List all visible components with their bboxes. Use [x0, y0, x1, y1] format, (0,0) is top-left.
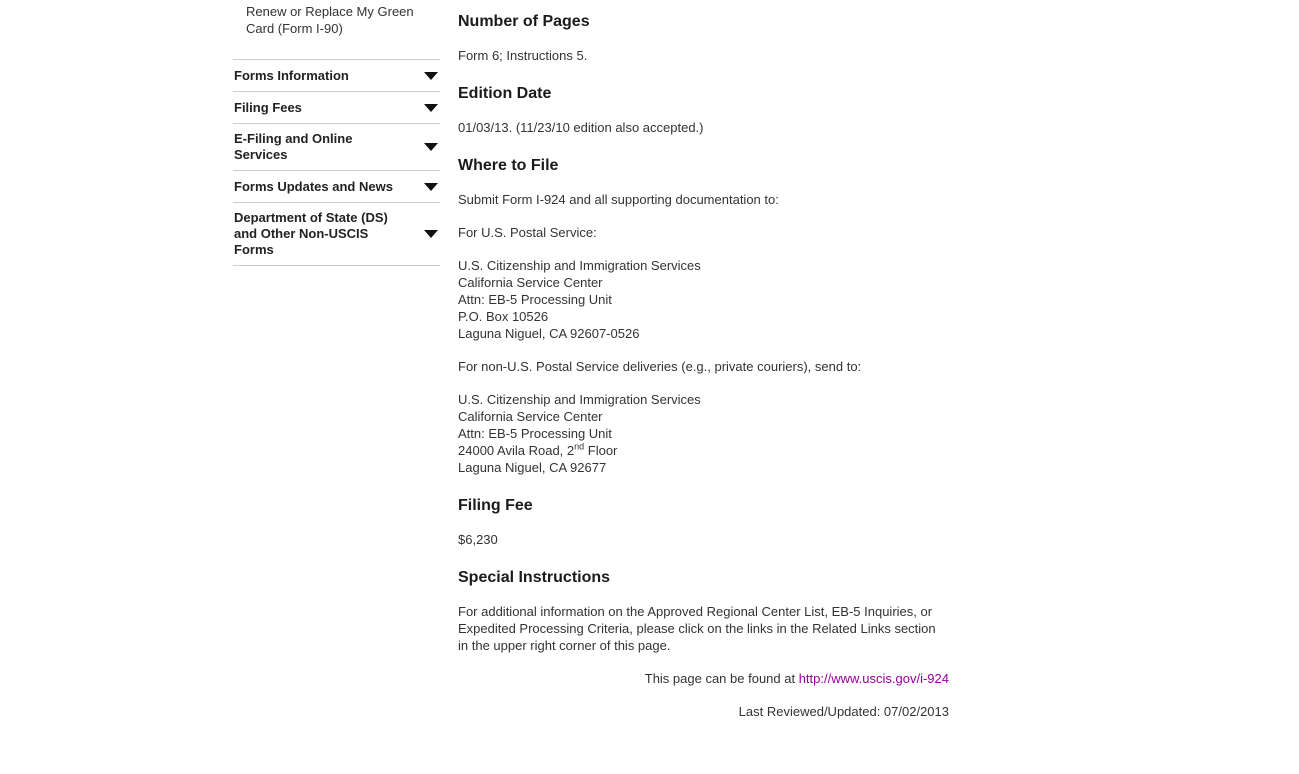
main-content	[458, 0, 949, 736]
accordion-label: E-Filing and Online Services	[234, 131, 353, 162]
section-heading-special-instructions: Special Instructions	[458, 569, 611, 586]
address-line: U.S. Citizenship and Immigration Services	[458, 258, 701, 273]
accordion-label: Forms Updates and News	[234, 178, 393, 194]
last-reviewed-text: Last Reviewed/Updated: 07/02/2013	[738, 704, 949, 719]
chevron-down-icon[interactable]	[424, 143, 438, 151]
address-line: California Service Center	[458, 275, 603, 290]
section-heading-filing-fee: Filing Fee	[458, 497, 533, 514]
usps-address-block	[458, 257, 949, 342]
sidebar-accordion-forms-information[interactable]	[233, 59, 440, 91]
section-heading-edition-date: Edition Date	[458, 85, 552, 102]
address-line: Laguna Niguel, CA 92677	[458, 460, 607, 475]
courier-address-block	[458, 391, 949, 476]
number-of-pages-text: Form 6; Instructions 5.	[458, 48, 588, 63]
address-line: U.S. Citizenship and Immigration Services	[458, 392, 701, 407]
sidebar-accordion-efiling-online-services[interactable]	[233, 123, 440, 170]
chevron-down-icon[interactable]	[424, 183, 438, 191]
filing-fee-amount: $6,230	[458, 532, 498, 547]
accordion-label: Forms Information	[234, 67, 349, 83]
address-line: P.O. Box 10526	[458, 309, 549, 324]
chevron-down-icon[interactable]	[424, 230, 438, 238]
page-found-at-line	[458, 670, 949, 687]
address-line: Laguna Niguel, CA 92607-0526	[458, 326, 640, 341]
sidebar-item-renew-green-card[interactable]: Renew or Replace My Green Card (Form I-90)	[246, 4, 414, 36]
section-heading-where-to-file: Where to File	[458, 157, 559, 174]
ordinal-superscript: nd	[574, 441, 585, 452]
address-line-street: 24000 Avila Road, 2nd Floor	[458, 441, 618, 458]
page-found-at-prefix: This page can be found at	[644, 671, 799, 686]
accordion-label: Filing Fees	[234, 99, 302, 115]
section-heading-number-of-pages: Number of Pages	[458, 13, 590, 30]
chevron-down-icon[interactable]	[424, 72, 438, 80]
sidebar-accordion-dos-non-uscis-forms[interactable]	[233, 202, 440, 265]
special-instructions-text: For additional information on the Approved Regional Center List, EB-5 Inquiries, or Expedited Processing Criteria, please click on the links in the Related Links section in the upper right corner of this page.	[458, 604, 936, 653]
address-line: Attn: EB-5 Processing Unit	[458, 292, 612, 307]
sidebar-nav	[233, 0, 440, 266]
sidebar-accordion-filing-fees[interactable]	[233, 91, 440, 123]
accordion-label: Department of State (DS) and Other Non-USCIS Forms	[234, 210, 388, 257]
address-line: California Service Center	[458, 409, 603, 424]
edition-date-text: 01/03/13. (11/23/10 edition also accepted.)	[458, 120, 704, 135]
sidebar-accordion-forms-updates-news[interactable]	[233, 170, 440, 202]
chevron-down-icon[interactable]	[424, 104, 438, 112]
page-url-link[interactable]: http://www.uscis.gov/i-924	[798, 671, 949, 686]
where-to-file-intro: Submit Form I-924 and all supporting documentation to:	[458, 192, 779, 207]
courier-label: For non-U.S. Postal Service deliveries (e.g., private couriers), send to:	[458, 359, 862, 374]
sidebar-accordion-list	[233, 59, 440, 266]
usps-label: For U.S. Postal Service:	[458, 225, 597, 240]
address-line: Attn: EB-5 Processing Unit	[458, 426, 612, 441]
